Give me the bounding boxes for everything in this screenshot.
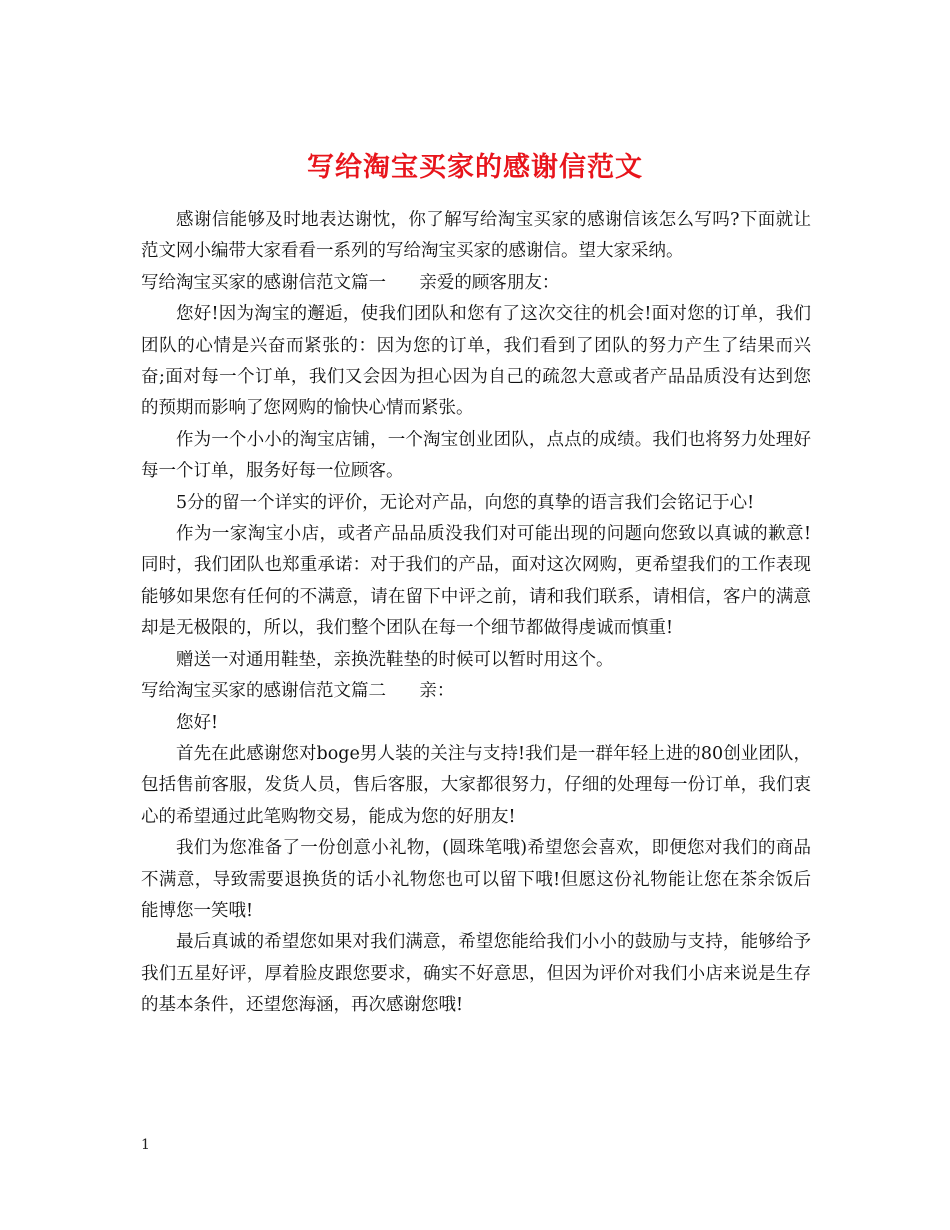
greeting-paragraph: 您好! [176, 712, 219, 733]
body-paragraph: 赠送一对通用鞋垫，亲换洗鞋垫的时候可以暂时用这个。 [176, 649, 614, 670]
page-number: 1 [141, 1137, 150, 1153]
body-paragraph: 您好!因为淘宝的邂逅，使我们团队和您有了这次交往的机会!面对您的订单，我们团队的心情是兴奋而紧张的：因为您的订单，我们看到了团队的努力产生了结果而兴奋;面对每一个订单，我们又会因为担心因为自己的疏忽大意或者产品品质没有达到您的预期而影响了您网购的愉快心情而紧张。 [141, 304, 811, 419]
body-paragraph: 5分的留一个详实的评价，无论对产品，向您的真挚的语言我们会铭记于心! [176, 492, 755, 513]
body-paragraph: 我们为您准备了一份创意小礼物，(圆珠笔哦)希望您会喜欢，即便您对我们的商品不满意，导致需要退换货的话小礼物您也可以留下哦!但愿这份礼物能让您在茶余饭后能博您一笑哦! [141, 838, 811, 921]
body-paragraph: 作为一个小小的淘宝店铺，一个淘宝创业团队，点点的成绩。我们也将努力处理好每一个订单，服务好每一位顾客。 [141, 429, 811, 482]
document-body [141, 205, 811, 1022]
body-paragraph: 作为一家淘宝小店，或者产品品质没我们对可能出现的问题向您致以真诚的歉意!同时，我们团队也郑重承诺：对于我们的产品，面对这次网购，更希望我们的工作表现能够如果您有任何的不满意，请在留下中评之前，请和我们联系，请相信，客户的满意却是无极限的，所以，我们整个团队在每一个细节都做得虔诚而慎重! [141, 524, 811, 639]
body-paragraph: 最后真诚的希望您如果对我们满意，希望您能给我们小小的鼓励与支持，能够给予我们五星好评，厚着脸皮跟您要求，确实不好意思，但因为评价对我们小店来说是生存的基本条件，还望您海涵，再次感谢您哦! [141, 932, 811, 1016]
document-title: 写给淘宝买家的感谢信范文 [307, 152, 643, 184]
intro-paragraph: 感谢信能够及时地表达谢忱，你了解写给淘宝买家的感谢信该怎么写吗?下面就让范文网小编带大家看看一系列的写给淘宝买家的感谢信。望大家采纳。 [141, 210, 811, 262]
section-heading-2: 写给淘宝买家的感谢信范文篇二 亲： [141, 681, 455, 702]
body-paragraph: 首先在此感谢您对boge男人装的关注与支持!我们是一群年轻上进的80创业团队，包括售前客服，发货人员，售后客服，大家都很努力，仔细的处理每一份订单，我们衷心的希望通过此笔购物交易，能成为您的好朋友! [141, 743, 811, 827]
section-heading-1: 写给淘宝买家的感谢信范文篇一 亲爱的顾客朋友： [141, 272, 560, 293]
